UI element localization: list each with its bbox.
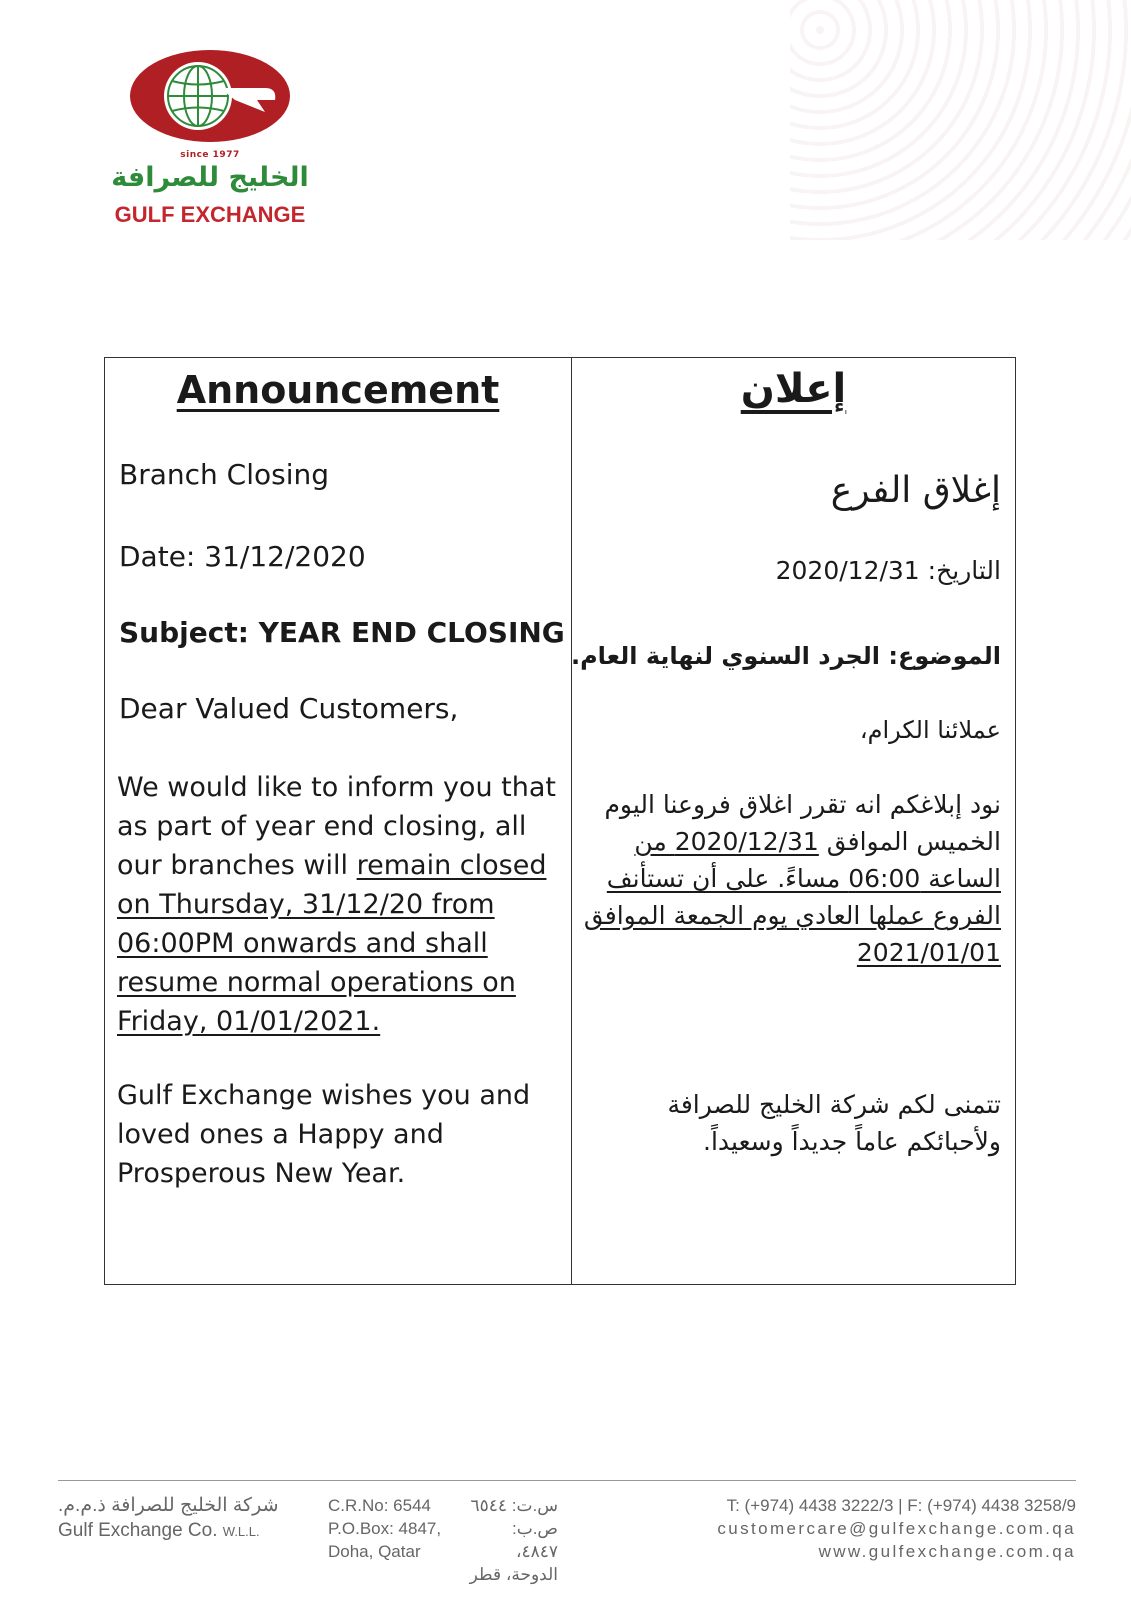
arabic-column [572,358,1015,1284]
footer-po-box-arabic: ص.ب: ٤٨٤٧، [511,1519,558,1561]
english-body-intro: We would like to inform you that as part of year end closing, all our branches will [117,772,556,881]
footer-phone-fax: T: (+974) 4438 3222/3 | F: (+974) 4438 3258/9 [726,1496,1076,1515]
footer-website-link[interactable]: www.gulfexchange.com.qa [818,1542,1076,1561]
company-logo [85,48,335,238]
footer-registration-arabic [466,1494,558,1586]
arabic-heading: إغلاق الفرع [830,470,1001,511]
english-subject: Subject: YEAR END CLOSING [119,616,565,649]
footer-company-suffix: W.L.L. [222,1524,260,1539]
footer-divider [58,1480,1076,1481]
footer-registration-english [328,1494,441,1563]
footer-company-arabic: شركة الخليج للصرافة ذ.م.م. [58,1495,279,1516]
english-column [105,358,571,1284]
english-body-underlined: remain closed on Thursday, 31/12/20 from 06:00PM onwards and shall resume normal operations on Friday, 01/01/2021. [117,850,547,1037]
footer-cr-number: C.R.No: 6544 [328,1496,431,1515]
english-title: Announcement [176,368,500,412]
header-watermark [790,0,1131,240]
arabic-date-value: 2020/12/31 [775,556,920,585]
footer-city: Doha, Qatar [328,1542,421,1561]
footer-company-english [58,1519,260,1543]
footer-contact [717,1494,1076,1563]
arabic-body [576,786,1001,971]
arabic-subject: الموضوع: الجرد السنوي لنهاية العام. [570,642,1001,670]
globe-arrow-icon [125,48,295,148]
arabic-greeting: عملائنا الكرام، [859,716,1001,744]
arabic-body-intro: نود إبلاغكم انه تقرر اغلاق فروعنا اليوم الخميس الموافق [604,790,1001,856]
english-body [117,768,567,1041]
logo-arabic-name: الخليج للصرافة [111,162,309,193]
footer-po-box: P.O.Box: 4847, [328,1519,442,1538]
arabic-body-underlined: 2020/12/31 من الساعة 06:00 مساءً. على أن تستأنف الفروع عملها العادي يوم الجمعة الموافق 2021/01/01 [583,827,1001,967]
arabic-closing: تتمنى لكم شركة الخليج للصرافة ولأحبائكم عاماً جديداً وسعيداً. [667,1090,1001,1156]
arabic-title: إعلان [740,366,847,412]
english-heading: Branch Closing [119,458,330,491]
english-greeting: Dear Valued Customers, [119,692,459,725]
english-date: Date: 31/12/2020 [119,540,366,573]
logo-english-name: GULF EXCHANGE [114,202,306,227]
footer-company-name: Gulf Exchange Co. [58,1520,218,1541]
footer-cr-number-arabic: س.ت: ٦٥٤٤ [470,1496,558,1515]
english-closing: Gulf Exchange wishes you and loved ones a Happy and Prosperous New Year. [117,1080,531,1189]
logo-since-text: since 1977 [180,150,240,160]
arabic-date [776,556,1001,585]
announcement-box [104,357,1016,1285]
footer-city-arabic: الدوحة، قطر [469,1565,558,1584]
arabic-date-label: التاريخ: [927,556,1001,585]
footer-email-link[interactable]: customercare@gulfexchange.com.qa [717,1519,1076,1538]
